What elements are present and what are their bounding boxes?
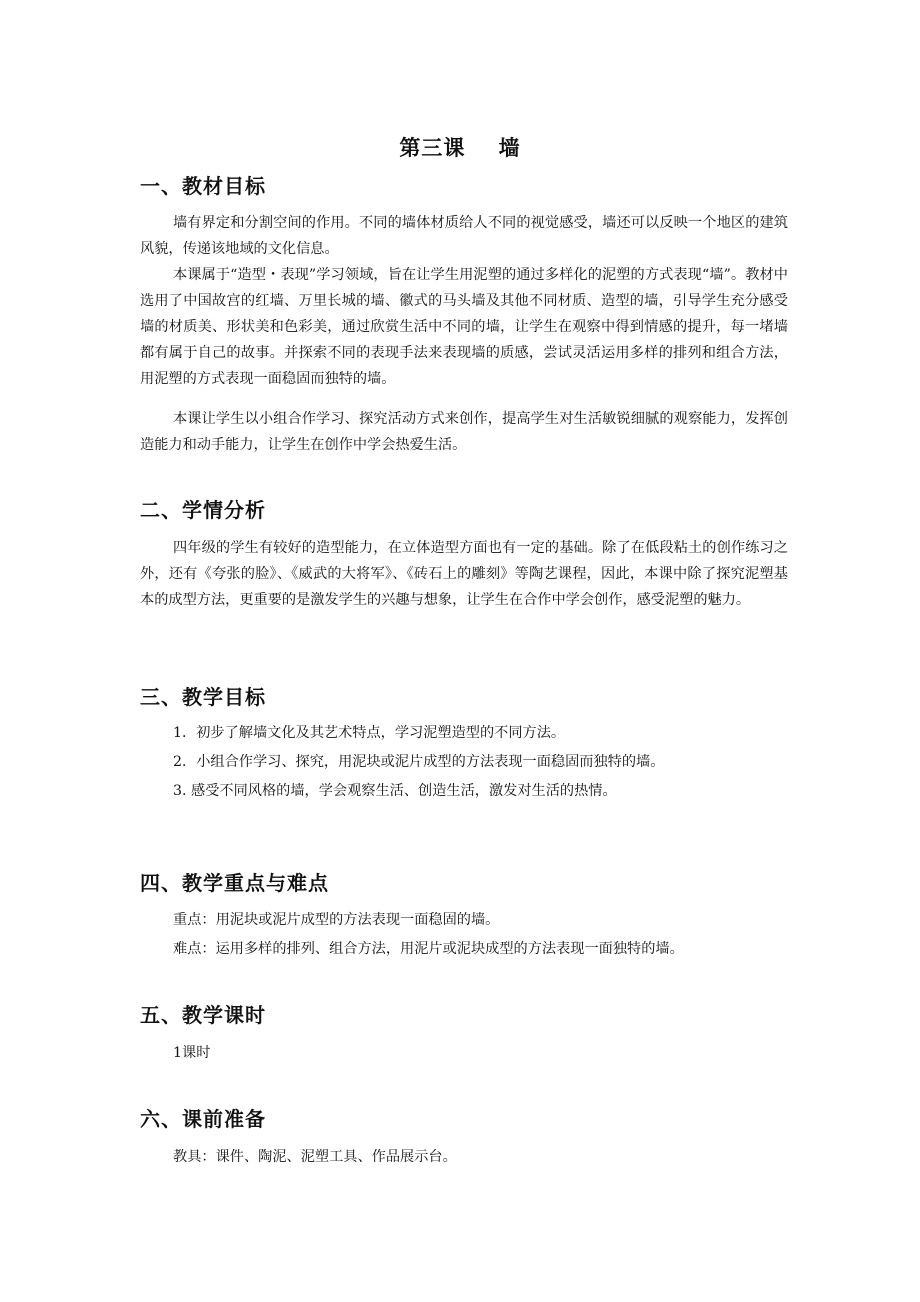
- paragraph: 四年级的学生有较好的造型能力，在立体造型方面也有一定的基础。除了在低段粘土的创作练习之外，还有《夸张的脸》、《威武的大将军》、《砖石上的雕刻》等陶艺课程，因此，本课中除了探究泥塑基本的成型方法，更重要的是激发学生的兴趣与想象，让学生在合作中学会创作，感受泥塑的魅力。: [140, 540, 788, 608]
- section-heading-key-points: 四、教学重点与难点: [140, 871, 329, 895]
- list-item: 2．小组合作学习、探究，用泥块或泥片成型的方法表现一面稳固而独特的墙。: [173, 754, 665, 770]
- list-item: 难点：运用多样的排列、组合方法，用泥片或泥块成型的方法表现一面独特的墙。: [173, 941, 684, 957]
- list-item: 3. 感受不同风格的墙，学会观察生活、创造生活，激发对生活的热情。: [173, 783, 617, 799]
- paragraph: 本课属于“造型・表现”学习领域，旨在让学生用泥塑的通过多样化的泥塑的方式表现“墙”。教材中选用了中国故宫的红墙、万里长城的墙、徽式的马头墙及其他不同材质、造型的墙，引导学生充分感受墙的材质美、形状美和色彩美，通过欣赏生活中不同的墙，让学生在观察中得到情感的提升，每一堵墙都有属于自己的故事。并探索不同的表现手法来表现墙的质感，尝试灵活运用多样的排列和组合方法，用泥塑的方式表现一面稳固而独特的墙。: [140, 267, 788, 387]
- paragraph: 本课让学生以小组合作学习、探究活动方式来创作，提高学生对生活敏锐细腻的观察能力，发挥创造能力和动手能力，让学生在创作中学会热爱生活。: [140, 411, 788, 453]
- section-heading-class-hours: 五、教学课时: [140, 1003, 266, 1027]
- section-heading-textbook-goals: 一、教材目标: [140, 174, 266, 198]
- lesson-title: 第三课 墙: [399, 136, 521, 161]
- paragraph: 墙有界定和分割空间的作用。不同的墙体材质给人不同的视觉感受，墙还可以反映一个地区的建筑风貌，传递该地域的文化信息。: [140, 215, 788, 257]
- section-heading-preparation: 六、课前准备: [140, 1107, 266, 1131]
- section-heading-teaching-goals: 三、教学目标: [140, 685, 266, 709]
- section-heading-student-analysis: 二、学情分析: [140, 498, 266, 522]
- list-item: 重点：用泥块或泥片成型的方法表现一面稳固的墙。: [173, 912, 500, 928]
- list-item: 教具：课件、陶泥、泥塑工具、作品展示台。: [173, 1149, 457, 1165]
- list-item: 1课时: [173, 1045, 211, 1061]
- list-item: 1．初步了解墙文化及其艺术特点，学习泥塑造型的不同方法。: [173, 725, 566, 741]
